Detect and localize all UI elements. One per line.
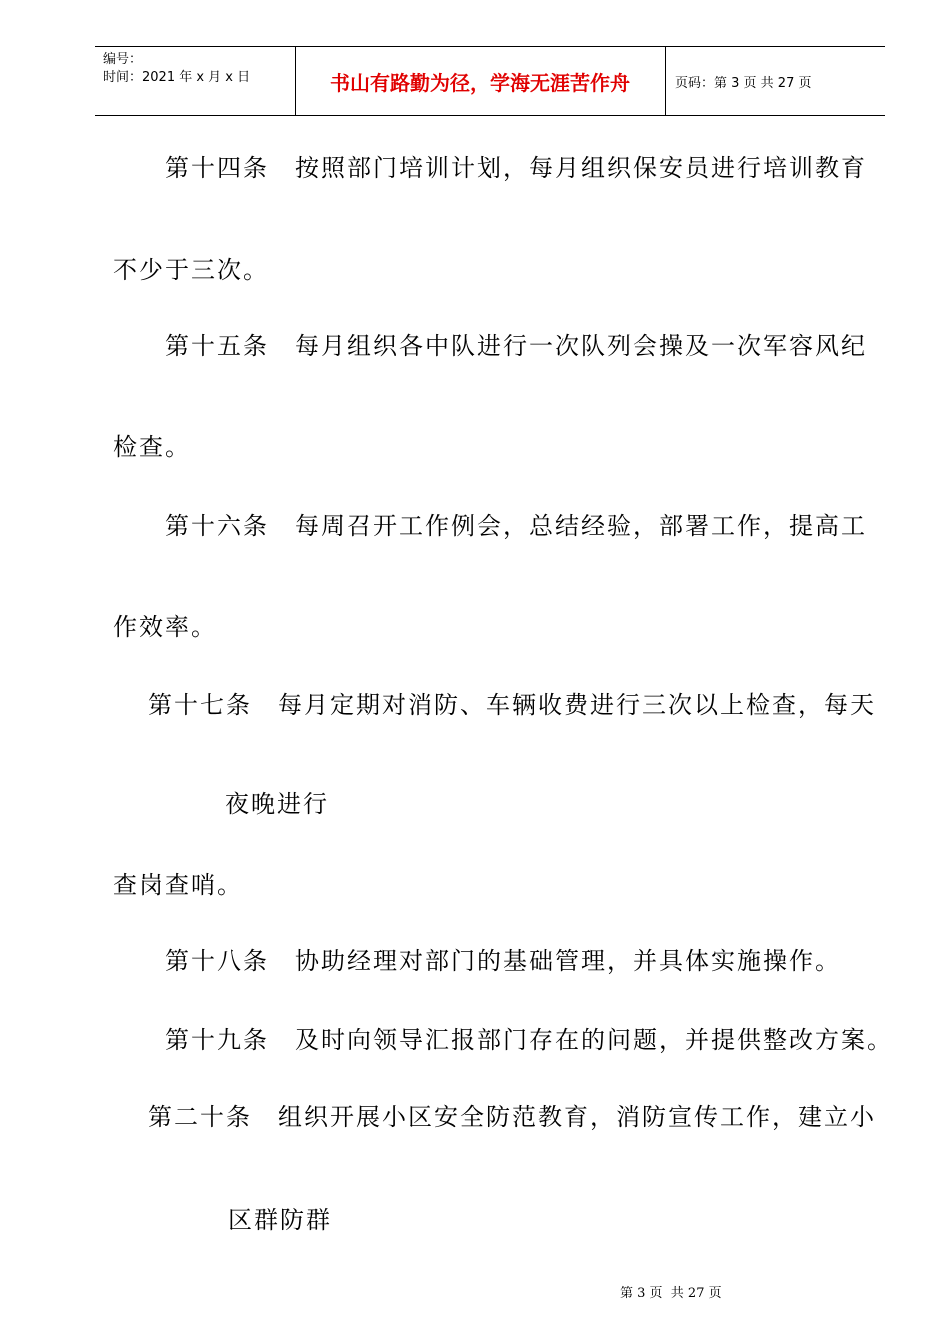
header-motto: 书山有路勤为径，学海无涯苦作舟 [295, 47, 666, 115]
article-16-line-1: 第十六条 每周召开工作例会，总结经验，部署工作，提高工 [165, 512, 867, 540]
article-20-line-2: 区群防群 [228, 1206, 332, 1234]
header-page-info: 页码：第 3 页 共 27 页 [675, 75, 812, 91]
article-14-line-1: 第十四条 按照部门培训计划，每月组织保安员进行培训教育 [165, 154, 867, 182]
header-meta [95, 47, 296, 115]
page-header [95, 46, 885, 116]
article-14-line-2: 不少于三次。 [113, 256, 269, 284]
article-15-line-1: 第十五条 每月组织各中队进行一次队列会操及一次军容风纪 [165, 332, 867, 360]
article-17-line-2: 夜晚进行 [225, 790, 329, 818]
document-time-label: 时间：2021 年 x 月 x 日 [103, 70, 251, 85]
article-18-line-1: 第十八条 协助经理对部门的基础管理，并具体实施操作。 [165, 947, 841, 975]
article-17-line-3: 查岗查哨。 [113, 871, 243, 899]
document-code-label: 编号： [103, 52, 143, 67]
article-19-line-1: 第十九条 及时向领导汇报部门存在的问题，并提供整改方案。 [165, 1026, 893, 1054]
article-16-line-2: 作效率。 [113, 613, 217, 641]
article-17-line-1: 第十七条 每月定期对消防、车辆收费进行三次以上检查，每天 [148, 691, 876, 719]
article-15-line-2: 检查。 [113, 433, 191, 461]
article-20-line-1: 第二十条 组织开展小区安全防范教育，消防宣传工作，建立小 [148, 1103, 876, 1131]
page-footer: 第 3 页 共 27 页 [620, 1286, 722, 1301]
